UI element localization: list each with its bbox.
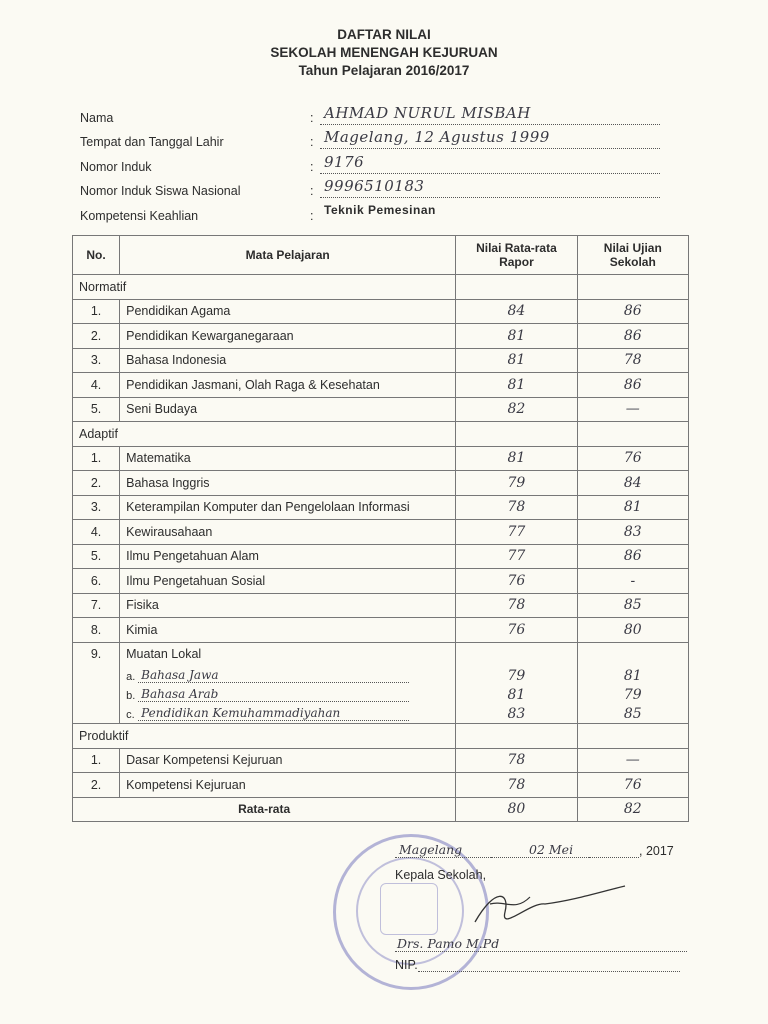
row-subject: Fisika xyxy=(120,593,456,618)
section-title: Adaptif xyxy=(73,422,456,447)
row-subject: Kompetensi Kejuruan xyxy=(120,773,456,798)
info-row-ttl: Tempat dan Tanggal Lahir : Magelang, 12 Agustus 1999 xyxy=(80,125,660,150)
table-row xyxy=(73,748,689,773)
document-header xyxy=(0,26,768,80)
row-subject: Seni Budaya xyxy=(120,397,456,422)
table-row-mulok-item xyxy=(73,704,689,724)
table-row xyxy=(73,446,689,471)
row-ujian: 86 xyxy=(577,299,688,324)
table-row xyxy=(73,324,689,349)
row-ujian: 85 xyxy=(577,593,688,618)
row-subject: Matematika xyxy=(120,446,456,471)
info-label: Nomor Induk xyxy=(80,159,152,174)
table-row xyxy=(73,618,689,643)
row-rapor: 84 xyxy=(456,299,577,324)
row-subject: Pendidikan Jasmani, Olah Raga & Kesehatan xyxy=(120,373,456,398)
section-row-adaptif xyxy=(73,422,689,447)
info-row-nama: Nama : AHMAD NURUL MISBAH xyxy=(80,100,660,125)
sign-position: Kepala Sekolah, xyxy=(395,868,487,882)
row-ujian: 83 xyxy=(577,520,688,545)
mulok-name: Pendidikan Kemuhammadiyahan xyxy=(138,706,409,721)
student-info xyxy=(80,100,660,223)
info-label: Kompetensi Keahlian xyxy=(80,208,199,223)
section-row-produktif xyxy=(73,724,689,749)
table-header-row xyxy=(73,236,689,275)
row-no: 9. xyxy=(73,642,120,666)
row-ujian: 78 xyxy=(577,348,688,373)
row-no: 5. xyxy=(73,397,120,422)
table-row xyxy=(73,495,689,520)
row-rapor: 81 xyxy=(456,373,577,398)
row-subject: Keterampilan Komputer dan Pengelolaan Informasi xyxy=(120,495,456,520)
header-ujian: Nilai Ujian Sekolah xyxy=(577,236,688,275)
row-ujian: 86 xyxy=(577,544,688,569)
sign-nip-label: NIP. xyxy=(395,958,418,972)
row-ujian: 79 xyxy=(577,685,688,704)
row-rapor: 78 xyxy=(456,593,577,618)
row-rapor: 81 xyxy=(456,324,577,349)
average-label: Rata-rata xyxy=(73,797,456,822)
table-row-mulok xyxy=(73,642,689,666)
info-row-nomor-induk: Nomor Induk : 9176 xyxy=(80,149,660,174)
row-rapor: 77 xyxy=(456,544,577,569)
row-subject: Bahasa Indonesia xyxy=(120,348,456,373)
row-subject: Pendidikan Agama xyxy=(120,299,456,324)
mulok-letter: b. xyxy=(126,690,136,702)
row-rapor: 79 xyxy=(456,666,577,685)
row-rapor: 81 xyxy=(456,685,577,704)
row-ujian: — xyxy=(577,397,688,422)
row-rapor: 82 xyxy=(456,397,577,422)
sign-date: 02 Mei xyxy=(491,842,589,858)
header-no: No. xyxy=(73,236,120,275)
mulok-name: Bahasa Jawa xyxy=(138,668,409,683)
table-row xyxy=(73,773,689,798)
row-no: 4. xyxy=(73,520,120,545)
average-ujian: 82 xyxy=(577,797,688,822)
info-row-nisn: Nomor Induk Siswa Nasional : 9996510183 xyxy=(80,174,660,199)
row-subject: Pendidikan Kewarganegaraan xyxy=(120,324,456,349)
row-subject: Kimia xyxy=(120,618,456,643)
row-no: 5. xyxy=(73,544,120,569)
row-subject: Muatan Lokal xyxy=(120,642,456,666)
row-no: 2. xyxy=(73,773,120,798)
mulok-letter: c. xyxy=(126,709,135,721)
row-ujian: 80 xyxy=(577,618,688,643)
row-ujian: 86 xyxy=(577,324,688,349)
table-row xyxy=(73,544,689,569)
header-rapor: Nilai Rata-rata Rapor xyxy=(456,236,577,275)
sign-name: Drs. Pamo M.Pd xyxy=(395,936,687,952)
row-no: 2. xyxy=(73,324,120,349)
row-no: 1. xyxy=(73,299,120,324)
row-subject: Ilmu Pengetahuan Sosial xyxy=(120,569,456,594)
row-ujian: 85 xyxy=(577,704,688,724)
signature-block xyxy=(395,838,695,972)
mulok-letter: a. xyxy=(126,671,136,683)
table-row-mulok-item xyxy=(73,685,689,704)
table-row xyxy=(73,471,689,496)
row-ujian: 81 xyxy=(577,666,688,685)
info-value-birth: Magelang, 12 Agustus 1999 xyxy=(320,128,660,149)
signature-scribble-icon xyxy=(435,882,635,932)
table-row xyxy=(73,299,689,324)
grades-table xyxy=(72,235,689,822)
info-value-nisn: 9996510183 xyxy=(320,177,660,198)
section-row-normatif xyxy=(73,275,689,300)
mulok-name: Bahasa Arab xyxy=(138,687,409,702)
average-rapor: 80 xyxy=(456,797,577,822)
row-ujian: 86 xyxy=(577,373,688,398)
row-no: 4. xyxy=(73,373,120,398)
row-ujian: — xyxy=(577,748,688,773)
title-school-type: SEKOLAH MENENGAH KEJURUAN xyxy=(270,45,498,60)
table-row xyxy=(73,348,689,373)
row-rapor: 78 xyxy=(456,773,577,798)
table-row xyxy=(73,373,689,398)
row-ujian: - xyxy=(577,569,688,594)
row-subject: Dasar Kompetensi Kejuruan xyxy=(120,748,456,773)
section-title: Normatif xyxy=(73,275,456,300)
info-label: Nama xyxy=(80,110,114,125)
title-daftar-nilai: DAFTAR NILAI xyxy=(337,27,431,42)
row-no: 3. xyxy=(73,348,120,373)
row-no: 8. xyxy=(73,618,120,643)
table-row xyxy=(73,569,689,594)
table-row xyxy=(73,593,689,618)
info-row-kompetensi: Kompetensi Keahlian : Teknik Pemesinan xyxy=(80,198,660,223)
row-no: 1. xyxy=(73,748,120,773)
row-no: 2. xyxy=(73,471,120,496)
row-rapor: 81 xyxy=(456,348,577,373)
table-row-average xyxy=(73,797,689,822)
row-no: 1. xyxy=(73,446,120,471)
row-ujian: 84 xyxy=(577,471,688,496)
info-label: Nomor Induk Siswa Nasional xyxy=(80,184,241,198)
row-ujian: 76 xyxy=(577,446,688,471)
sign-date-row xyxy=(395,838,695,858)
row-no: 6. xyxy=(73,569,120,594)
info-value-nomor-induk: 9176 xyxy=(320,153,660,174)
sign-city: Magelang xyxy=(395,842,491,858)
row-no: 3. xyxy=(73,495,120,520)
sign-year: , 2017 xyxy=(639,844,674,858)
row-rapor: 77 xyxy=(456,520,577,545)
row-rapor: 78 xyxy=(456,495,577,520)
row-rapor: 83 xyxy=(456,704,577,724)
section-title: Produktif xyxy=(73,724,456,749)
row-rapor: 76 xyxy=(456,618,577,643)
table-row-mulok-item xyxy=(73,666,689,685)
row-ujian: 76 xyxy=(577,773,688,798)
row-no: 7. xyxy=(73,593,120,618)
table-row xyxy=(73,520,689,545)
row-subject: Bahasa Inggris xyxy=(120,471,456,496)
info-value-kompetensi: Teknik Pemesinan xyxy=(324,202,436,217)
title-academic-year: Tahun Pelajaran 2016/2017 xyxy=(298,63,470,78)
row-ujian: 81 xyxy=(577,495,688,520)
row-rapor: 79 xyxy=(456,471,577,496)
info-value-name: AHMAD NURUL MISBAH xyxy=(320,104,660,125)
header-subject: Mata Pelajaran xyxy=(120,236,456,275)
row-rapor: 81 xyxy=(456,446,577,471)
row-rapor: 76 xyxy=(456,569,577,594)
table-row xyxy=(73,397,689,422)
row-rapor: 78 xyxy=(456,748,577,773)
info-label: Tempat dan Tanggal Lahir xyxy=(80,135,224,149)
row-subject: Ilmu Pengetahuan Alam xyxy=(120,544,456,569)
row-subject: Kewirausahaan xyxy=(120,520,456,545)
